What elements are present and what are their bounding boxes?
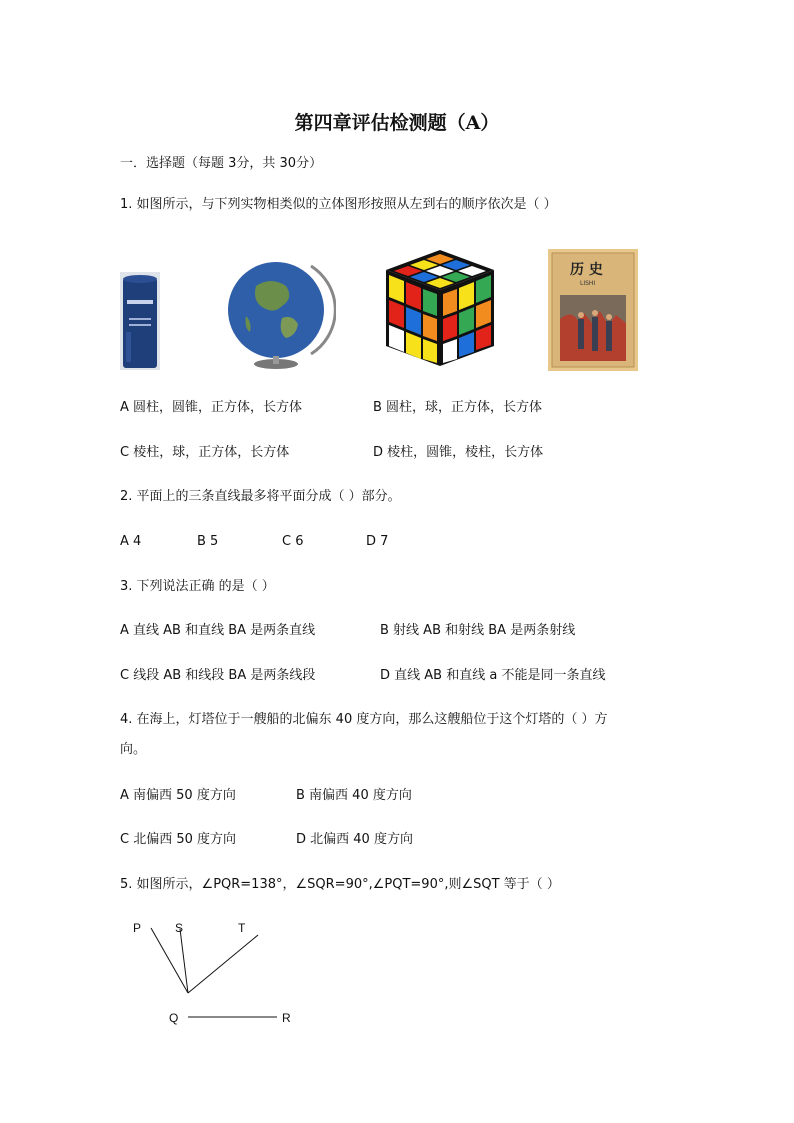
q3-option-a: A 直线 AB 和直线 BA 是两条直线 xyxy=(120,623,316,638)
question-4-stem-line2: 向。 xyxy=(120,742,147,757)
label-t: T xyxy=(238,921,246,935)
book-title: 历 史 xyxy=(570,262,603,278)
q2-option-b: B 5 xyxy=(197,534,219,549)
q1-option-a: A 圆柱，圆锥，正方体，长方体 xyxy=(120,400,303,415)
q2-option-d: D 7 xyxy=(366,534,389,549)
label-p: P xyxy=(133,921,142,935)
label-r: R xyxy=(282,1011,291,1025)
q4-option-d: D 北偏西 40 度方向 xyxy=(296,832,413,847)
globe-image xyxy=(216,256,336,372)
q2-option-c: C 6 xyxy=(282,534,304,549)
question-4-stem-line1: 4. 在海上，灯塔位于一艘船的北偏东 40 度方向，那么这艘船位于这个灯塔的（ ）方 xyxy=(120,712,608,727)
label-q: Q xyxy=(169,1011,179,1025)
section-heading: 一．选择题（每题 3分，共 30分） xyxy=(120,156,323,171)
history-book-image xyxy=(548,249,638,371)
cylinder-can-image xyxy=(120,272,160,370)
book-pinyin: LISHI xyxy=(580,280,596,287)
q1-option-c: C 棱柱，球，正方体，长方体 xyxy=(120,445,290,460)
q3-option-b: B 射线 AB 和射线 BA 是两条射线 xyxy=(380,623,576,638)
q4-option-c: C 北偏西 50 度方向 xyxy=(120,832,237,847)
question-3-stem: 3. 下列说法正确 的是（ ） xyxy=(120,579,275,594)
ray-qt xyxy=(188,935,258,993)
q3-option-d: D 直线 AB 和直线 a 不能是同一条直线 xyxy=(380,668,606,683)
rubiks-cube-image xyxy=(384,248,496,368)
q4-option-a: A 南偏西 50 度方向 xyxy=(120,788,236,803)
question-1-stem: 1. 如图所示，与下列实物相类似的立体图形按照从左到右的顺序依次是（ ） xyxy=(120,197,557,212)
q3-option-c: C 线段 AB 和线段 BA 是两条线段 xyxy=(120,668,316,683)
label-s: S xyxy=(175,921,184,935)
ray-qs xyxy=(180,929,188,993)
q4-option-b: B 南偏西 40 度方向 xyxy=(296,788,412,803)
angle-diagram xyxy=(120,915,320,1035)
page-title: 第四章评估检测题（A） xyxy=(294,112,500,134)
ray-qp xyxy=(151,928,188,993)
question-2-stem: 2. 平面上的三条直线最多将平面分成（ ）部分。 xyxy=(120,489,401,504)
q1-option-d: D 棱柱，圆锥，棱柱，长方体 xyxy=(373,445,544,460)
q2-option-a: A 4 xyxy=(120,534,142,549)
q1-option-b: B 圆柱，球，正方体，长方体 xyxy=(373,400,543,415)
question-5-stem: 5. 如图所示，∠PQR=138°，∠SQR=90°,∠PQT=90°,则∠SQT 等于（ ） xyxy=(120,877,560,892)
